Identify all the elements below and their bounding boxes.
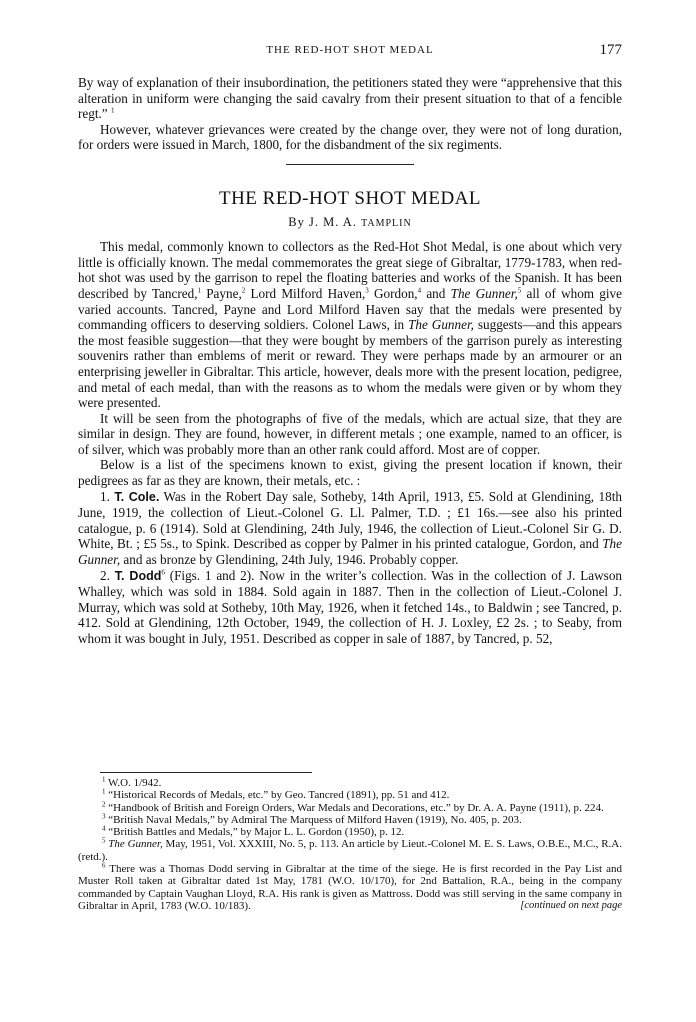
footnote-ref: 2 xyxy=(241,286,246,295)
byline xyxy=(78,215,622,232)
page-number: 177 xyxy=(599,42,622,58)
footnote: $^5$ The Gunner, May, 1951, Vol. XXXIII, No. 5, p. 113. An article by Lieut.-Colonel M. E. S. Laws, O.B.E., M.C., R.A. (retd.). xyxy=(78,836,623,863)
footnote-ref: 1 xyxy=(110,106,115,115)
running-header xyxy=(78,42,622,60)
footnote-ref: 3 xyxy=(365,286,369,295)
footnote: $^6$ There was a Thomas Dodd serving in Gibraltar at the time of the siege. He is first recorded in the Pay List and Muster Roll taken at Gibraltar dated 1st May, 1781 (W.O. 10/170), for 2nd Battalion, R.A., being in the company commanded by Captain Vaughan Lloyd, R.A. His rank is given as Mattross. Dodd was still serving in the same company in Gibraltar in April, 1783 (W.O. 10/183). [continued on next page xyxy=(78,861,622,912)
byline-prefix: By J. M. A. xyxy=(288,214,357,229)
footnote: $^3$ “British Naval Medals,” by Admiral The Marquess of Milford Haven (1919), No. 405, p. 203. xyxy=(102,812,522,826)
medal-name: T. Dodd xyxy=(114,568,162,583)
medal-name: T. Cole. xyxy=(114,489,160,504)
list-item: 2. T. Dodd$^6$ (Figs. 1 and 2). Now in the writer’s collection. Was in the collection of J. Lawson Whalley, which was sold in 1884. Sold again in 1887. Then in the collection of Lieut.-Colonel J. Murray, which was sold at Sotheby, 10th May, 1926, when it fetched 14s., to Baldwin ; see Tancred, p. 412. Sold at Glendining, 12th October, 1949, the collection of H. J. Loxley, £2 2s. ; to Seaby, from whom it was bought in July, 1951. Described as copper in sale of 1887, by Tancred, p. 52, xyxy=(78,567,623,646)
author-name: TAMPLIN xyxy=(361,217,412,229)
article-paragraph-3: Below is a list of the specimens known to exist, giving the present location if known, their pedigrees as far as they are known, their metals, etc. : xyxy=(78,457,622,489)
footnote-divider xyxy=(100,772,312,773)
footnote: $^1$ W.O. 1/942. xyxy=(102,775,162,789)
footnote: $^4$ “British Battles and Medals,” by Major L. L. Gordon (1950), p. 12. xyxy=(102,824,405,839)
article-title: THE RED-HOT SHOT MEDAL xyxy=(218,187,482,209)
footnote-ref: 1 xyxy=(197,286,201,295)
intro-paragraph-1: By way of explanation of their insubordination, the petitioners stated they were “apprehensive that this alteration in uniform were changing the said cavalry from their present situation to that of a fencible regt.” $^1$ xyxy=(78,75,622,122)
footnote-ref: 5 xyxy=(517,286,522,295)
intro-paragraph-2: However, whatever grievances were created by the change over, they were not of long duration, for orders were issued in March, 1800, for the disbandment of the six regiments. xyxy=(78,121,622,153)
section-divider xyxy=(286,164,414,165)
footnote: $^1$ “Historical Records of Medals, etc.” by Geo. Tancred (1891), pp. 51 and 412. xyxy=(102,787,450,802)
footnote: $^2$ “Handbook of British and Foreign Orders, War Medals and Decorations, etc.” by Dr. A. A. Payne (1911), p. 224. xyxy=(102,799,604,814)
continued-note: [continued on next page xyxy=(520,899,622,911)
footnote-ref: 6 xyxy=(161,568,165,577)
article-paragraph-2: It will be seen from the photographs of five of the medals, which are actual size, that they are similar in design. They are found, however, in different metals ; one example, named to an officer, is of silver, which was probably more than an other rank could afford. Most are of copper. xyxy=(78,410,622,457)
running-title: THE RED-HOT SHOT MEDAL xyxy=(266,44,434,56)
list-item: 1. T. Cole. Was in the Robert Day sale, Sotheby, 14th April, 1913, £5. Sold at Glendining, 18th June, 1919, the collection of Lieut.-Colonel G. Ll. Palmer, T.D. ; £1 16s.—see also his printed catalogue, p. 6 (1914). Sold at Glendining, 24th July, 1946, the collection of Lieut.-Colonel Sir G. D. White, Bt. ; £5 5s., to Spink. Described as copper by Palmer in his printed catalogue, Gordon, and The Gunner, and as bronze by Glendining, 24th July, 1946. Probably copper. xyxy=(78,488,623,568)
body-text xyxy=(78,75,622,647)
footnotes xyxy=(78,777,622,912)
footnote-ref: 4 xyxy=(417,286,422,295)
article-paragraph-1: This medal, commonly known to collectors as the Red-Hot Shot Medal, is one about which very little is officially known. The medal commemorates the great siege of Gibraltar, 1779-1783, when red-hot shot was used by the garrison to repel the floating batteries and works of the Spanish. It has been described by Tancred,$^1$ Payne,$^2$ Lord Milford Haven,$^3$ Gordon,$^4$ and The Gunner,$^5$ all of whom give varied accounts. Tancred, Payne and Lord Milford Haven say that the medals were presented by commanding officers to deserving soldiers. Colonel Laws, in The Gunner, suggests—and this appears the most feasible suggestion—that they were bought by members of the garrison purely as interesting souvenirs rather than emblems of merit or reward. They were perhaps made by an armourer or an enterprising jeweller in Gibraltar. This article, however, deals more with the present location, pedigree, and metal of each medal, than with the reasons as to whom the medals were given or by whom they were presented. xyxy=(78,239,622,411)
